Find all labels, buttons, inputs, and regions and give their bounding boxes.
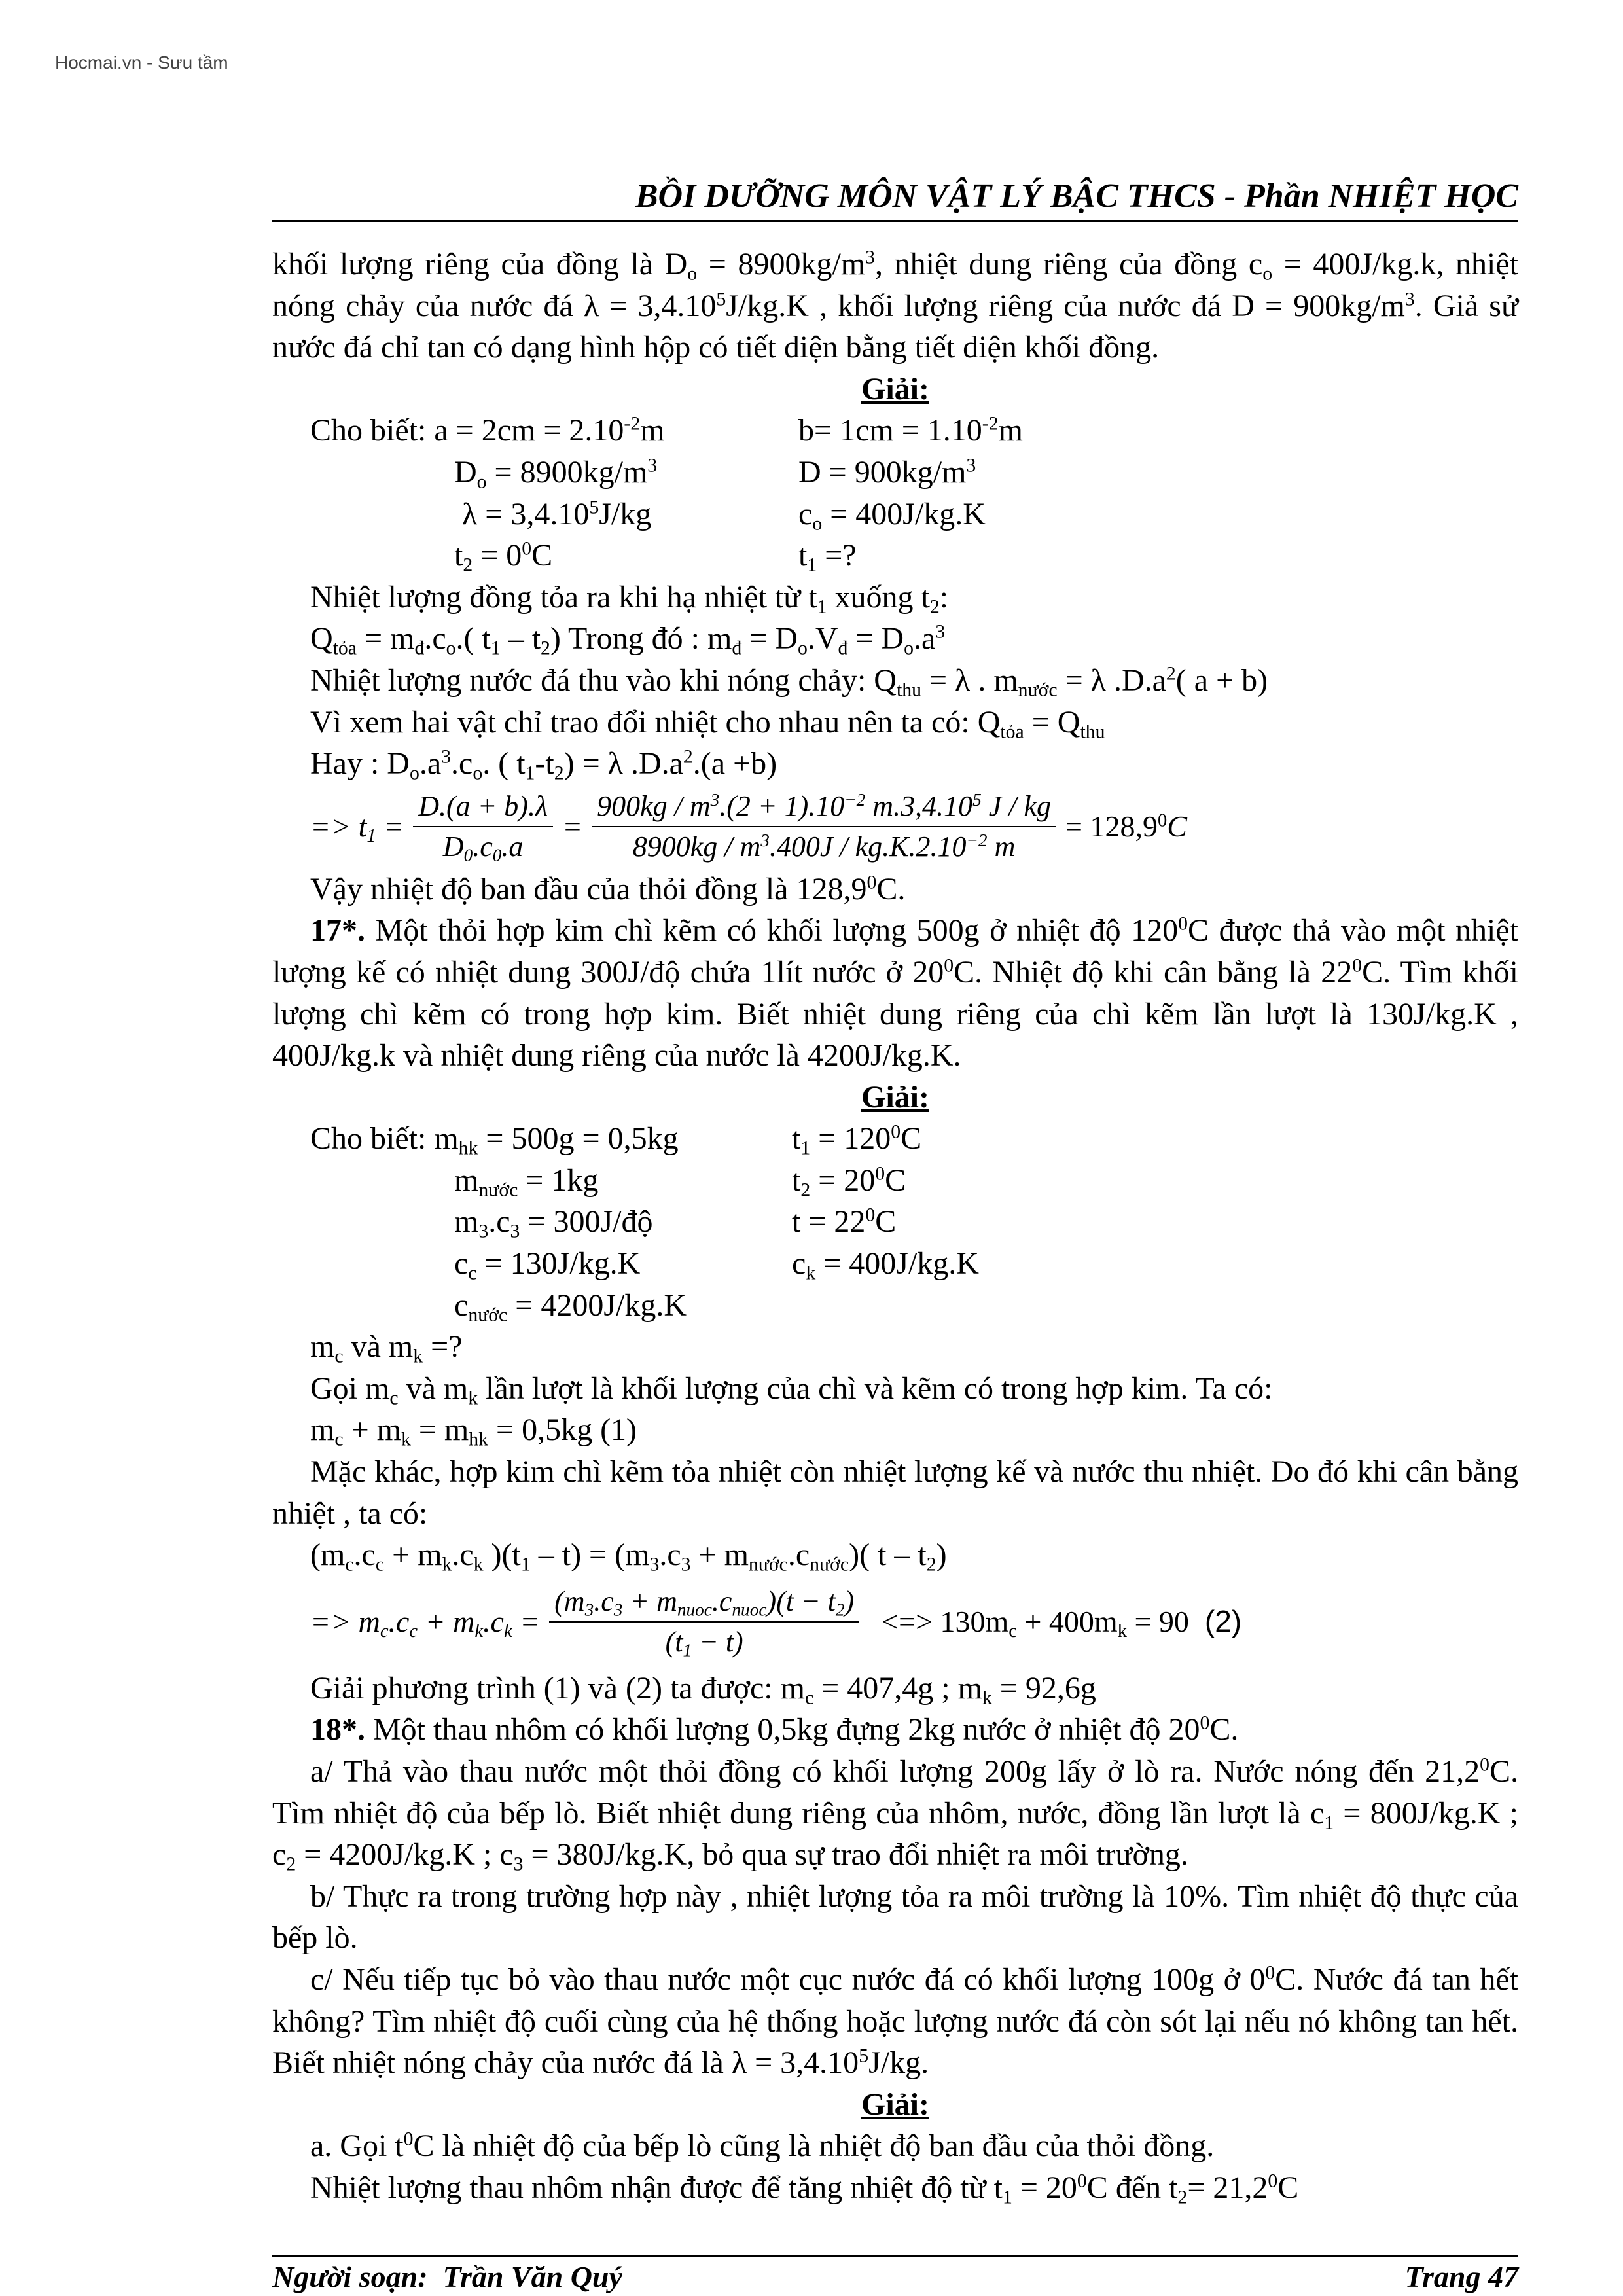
page-header-title: BỒI DƯỠNG MÔN VẬT LÝ BẬC THCS - Phần NHIỆT HỌC — [635, 177, 1518, 215]
given-row: Cho biết: $m_{hk} = 500g = 0,5kg$ $t_1 = 120^0C$ — [310, 1121, 922, 1159]
given-row: $D_o = 8900kg/m^3$ $D = 900kg/m^3$ — [454, 454, 976, 493]
given-row: $c_c = 130J/kg.K$ $c_k = 400J/kg.K$ — [454, 1246, 979, 1284]
solution-line: Giải phương trình (1) và (2) ta được: $m_c = 407,4g$ ; $m_k = 92,6g$ — [310, 1670, 1096, 1709]
author: Người soạn: Trần Văn Quý — [272, 2260, 622, 2293]
given-row: Cho biết: $a = 2cm = 2.10^{-2}m$ $b= 1cm = 1.10^{-2}m$ — [310, 413, 1023, 448]
given-row: $m_{nước} = 1kg$ $t_2 = 20^0C$ — [454, 1162, 906, 1201]
solution-line: Hay : $D_o.a^3.c_o$. ( $t_1-t_2) = \lambda$ $.D.a^2.(a +b)$ — [310, 745, 777, 784]
document-body — [272, 243, 1518, 2209]
footer-rule — [272, 2255, 1518, 2257]
given-row: $\lambda = 3,4.10^5J/kg$ $c_o = 400J/kg.K$ — [462, 496, 986, 534]
page-number: Trang 47 — [1404, 2260, 1518, 2293]
problem-17-statement: 17*. Một thỏi hợp kim chì kẽm có khối lượng 500g ở nhiệt độ $120^0C$ được thả vào một nhiệt lượng kế có nhiệt dung 300J/độ chứa 1lít nước ở $20^0C$. Nhiệt độ khi cân bằng là $22^0C$. Tìm khối lượng chì kẽm có trong hợp kim. Biết nhiệt dung riêng của chì kẽm lần lượt là 130J/kg.K , 400J/kg.k và nhiệt dung riêng của nước là 4200J/kg.K. — [272, 912, 1519, 1073]
problem-18-statement: 18*. Một thau nhôm có khối lượng 0,5kg đựng 2kg nước ở nhiệt độ $20^0C$. — [310, 1712, 1239, 1748]
solution-line: Gọi $m_c$ và $m_k$ lần lượt là khối lượng của chì và kẽm có trong hợp kim. Ta có: — [310, 1371, 1273, 1409]
problem-18-part-b: b/ Thực ra trong trường hợp này , nhiệt lượng tỏa ra môi trường là 10%. Tìm nhiệt độ thực của bếp lò. — [272, 1878, 1518, 1956]
solution-line: Nhiệt lượng nước đá thu vào khi nóng chảy: $Q_{thu} = \lambda$ . $m_{nước} = \lambda$ $.D.a^2$( a + b) — [310, 662, 1268, 701]
given-row: $m_3.c_3$ = 300J/độ $t = 22^0C$ — [454, 1204, 897, 1242]
solution-line: Vậy nhiệt độ ban đầu của thỏi đồng là 128,9$^0$C. — [310, 871, 906, 906]
solution-line: ($m_c.c_c + m_k.c_k$ )$(t_1 - t) = (m_3.c_3 + m_{nước}.c_{nước})$( t – $t_2$) — [310, 1537, 947, 1575]
solution-line: a. Gọi $t^0C$ là nhiệt độ của bếp lò cũng là nhiệt độ ban đầu của thỏi đồng. — [310, 2128, 1215, 2164]
solution-heading-17: Giải: — [861, 1079, 929, 1115]
problem-18-part-a: a/ Thả vào thau nước một thỏi đồng có khối lượng 200g lấy ở lò ra. Nước nóng đến 21,2$^0$C. Tìm nhiệt độ của bếp lò. Biết nhiệt dung riêng của nhôm, nước, đồng lần lượt là $c_1 = 800J/kg.K$ ; $c_2 = 4200J/kg.K$ ; $c_3 = 380J/kg.K$, bỏ qua sự trao đổi nhiệt ra môi trường. — [272, 1753, 1518, 1875]
solution-line: Nhiệt lượng đồng tỏa ra khi hạ nhiệt từ $t_1$ xuống $t_2$: — [310, 579, 949, 618]
source-label: Hocmai.vn - Sưu tầm — [55, 52, 228, 73]
solution-line: Nhiệt lượng thau nhôm nhận được để tăng nhiệt độ từ $t_1 = 20^0C$ đến $t_2= 21,2^0C$ — [310, 2170, 1299, 2208]
problem-18-part-c: c/ Nếu tiếp tục bỏ vào thau nước một cục nước đá có khối lượng 100g ở $0^0C$. Nước đá tan hết không? Tìm nhiệt độ cuối cùng của hệ thống hoặc lượng nước đá còn sót lại nếu nó không tan hết. Biết nhiệt nóng chảy của nước đá là $\lambda = 3,4.10^5J/kg$. — [272, 1962, 1519, 2081]
page-footer — [272, 2259, 1518, 2294]
solution-line: $m_c + m_k = m_{hk} = 0,5kg$ (1) — [310, 1412, 637, 1450]
formula-mc-mk: => $m_c.c_c + m_k.c_k$ = $\frac{(m_3.c_3 + m_{nuoc}.c_{nuoc})(t - t_2)}{(t_1 - t)}$ <=> $130m_c + 400m_k = 90$ (2) — [272, 1576, 1518, 1668]
given-row: $c_{nước} = 4200J/kg.K$ — [454, 1287, 687, 1325]
solution-line: $m_c$ và $m_k$ =? — [310, 1329, 463, 1367]
solution-line: Vì xem hai vật chỉ trao đổi nhiệt cho nhau nên ta có: $Q_{tỏa} = Q_{thu}$ — [310, 704, 1105, 742]
solution-heading-18: Giải: — [861, 2087, 929, 2122]
header-rule — [272, 220, 1518, 222]
given-row: $t_2 = 0^0C$ $t_1$ =? — [454, 537, 857, 576]
solution-line: $Q_{tỏa} = m_đ.c_o$.( $t_1 - t_2$) Trong đó : $m_đ = D_o.V_đ = D_o.a^3$ — [310, 620, 946, 659]
solution-heading-16: Giải: — [861, 371, 929, 406]
formula-t1: => $t_1$ = $\frac{D.(a + b).\lambda}{D_0.c_0.a}$ = $\frac{900kg / m^3.(2 + 1).10^{-2} m.3,4.10^5 J / kg}{8900kg / m^3.400J / kg.K.2.10^{-2} m}$ = $128,9^0C$ — [272, 785, 1518, 869]
solution-line: Mặc khác, hợp kim chì kẽm tỏa nhiệt còn nhiệt lượng kế và nước thu nhiệt. Do đó khi cân bằng nhiệt , ta có: — [272, 1454, 1518, 1531]
problem-16-statement: khối lượng riêng của đồng là $D_o = 8900kg/m^3$, nhiệt dung riêng của đồng $c_o = 400J/kg.k$, nhiệt nóng chảy của nước đá $\lambda = 3,4.10^5J/kg.K$ , khối lượng riêng của nước đá $D = 900kg/m^3$. Giả sử nước đá chỉ tan có dạng hình hộp có tiết diện bằng tiết diện khối đồng. — [272, 246, 1519, 365]
